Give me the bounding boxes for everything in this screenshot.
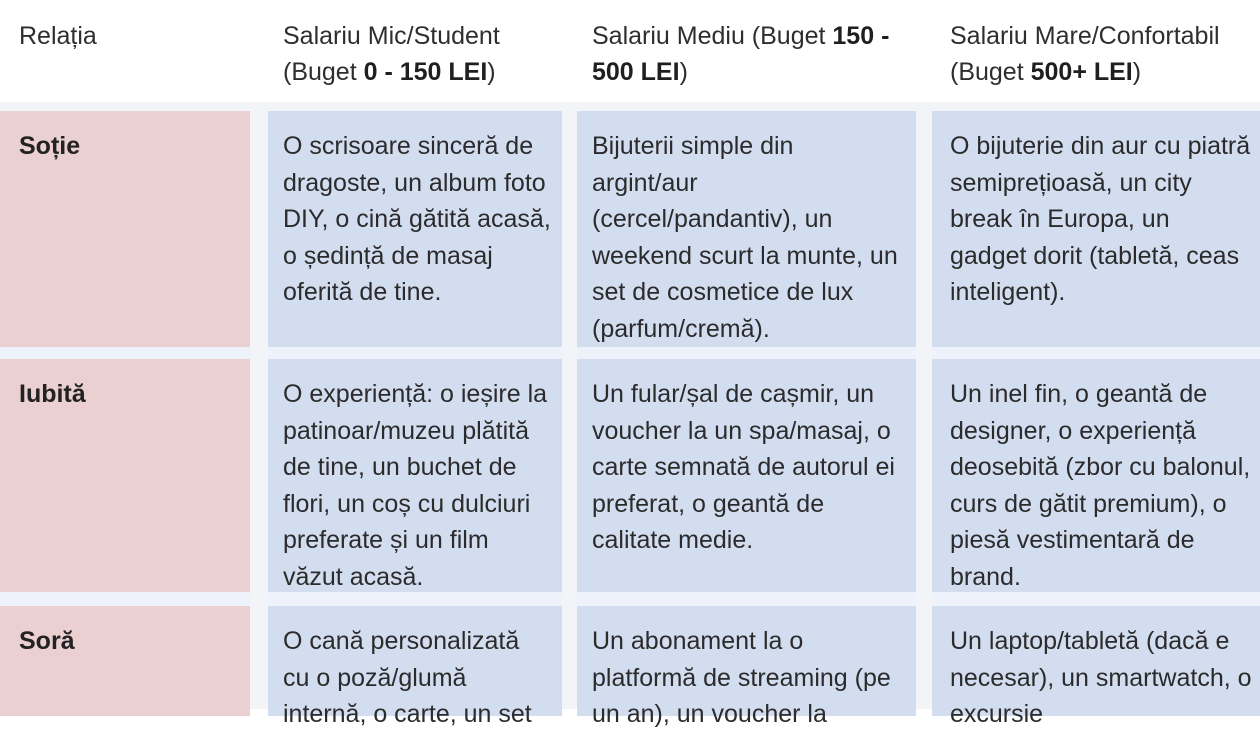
cell-text: Un inel fin, o geantă de designer, o experiență deosebită (zbor cu balonul, curs de gătit premium), o piesă vestimentară de brand. — [950, 380, 1251, 591]
table-cell-large — [932, 606, 1260, 729]
cell-text: O bijuterie din aur cu piatră semiprețioasă, un city break în Europa, un gadget dorit (tabletă, ceas inteligent). — [950, 132, 1251, 307]
header-large-budget: 500+ LEI — [1030, 58, 1133, 86]
table-cell-large — [932, 111, 1260, 347]
table-cell-large — [932, 359, 1260, 592]
column-separator — [250, 102, 268, 709]
header-small-budget: 0 - 150 LEI — [363, 58, 488, 86]
header-relation-text: Relația — [19, 22, 97, 50]
header-small-title: Salariu Mic/Student — [283, 22, 500, 50]
header-large-prefix: (Buget — [950, 58, 1031, 86]
row-label-text: Iubită — [19, 380, 86, 408]
cell-text: Un laptop/tabletă (dacă e necesar), un smartwatch, o excursie — [950, 627, 1252, 729]
header-large-title: Salariu Mare/Confortabil — [950, 22, 1220, 50]
table-row-label — [0, 606, 250, 716]
row-separator — [0, 592, 1260, 606]
cell-text: Un abonament la o platformă de streaming (pe un an), un voucher la — [592, 627, 891, 729]
table-cell-small — [268, 606, 562, 729]
row-label-text: Soție — [19, 132, 81, 160]
header-small-prefix: (Buget — [283, 58, 364, 86]
header-small-salary — [283, 18, 563, 90]
header-relation — [19, 18, 97, 54]
column-separator — [916, 102, 932, 709]
header-large-suffix: ) — [1132, 58, 1142, 86]
header-medium-salary — [592, 18, 922, 90]
cell-text: Bijuterii simple din argint/aur (cercel/pandantiv), un weekend scurt la munte, un set de cosmetice de lux (parfum/cremă). — [592, 132, 898, 343]
cell-text: O cană personalizată cu o poză/glumă internă, o carte, un set — [283, 627, 532, 729]
table-cell-medium — [577, 359, 916, 592]
row-label-text: Soră — [19, 627, 75, 655]
cell-text: O scrisoare sinceră de dragoste, un album foto DIY, o cină gătită acasă, o ședință de masaj oferită de tine. — [283, 132, 551, 307]
row-separator — [0, 347, 1260, 359]
header-small-suffix: ) — [487, 58, 496, 86]
table-cell-small — [268, 359, 562, 592]
cell-text: O experiență: o ieșire la patinoar/muzeu plătită de tine, un buchet de flori, un coș cu dulciuri preferate și un film văzut acasă. — [283, 380, 548, 591]
table-header-row — [0, 0, 1260, 102]
cell-text: Un fular/șal de cașmir, un voucher la un spa/masaj, o carte semnată de autorul ei preferat, o geantă de calitate medie. — [592, 380, 895, 555]
table-cell-medium — [577, 111, 916, 347]
row-separator — [0, 102, 1260, 111]
header-medium-prefix: Salariu Mediu (Buget — [592, 22, 833, 50]
table-row-label — [0, 111, 250, 347]
header-large-salary — [950, 18, 1255, 90]
table-row-label — [0, 359, 250, 592]
column-separator — [562, 102, 577, 709]
header-medium-budget-end: 500 LEI — [592, 58, 680, 86]
header-medium-suffix: ) — [679, 58, 688, 86]
header-medium-budget-start: 150 - — [832, 22, 890, 50]
table-cell-small — [268, 111, 562, 347]
table-cell-medium — [577, 606, 916, 729]
